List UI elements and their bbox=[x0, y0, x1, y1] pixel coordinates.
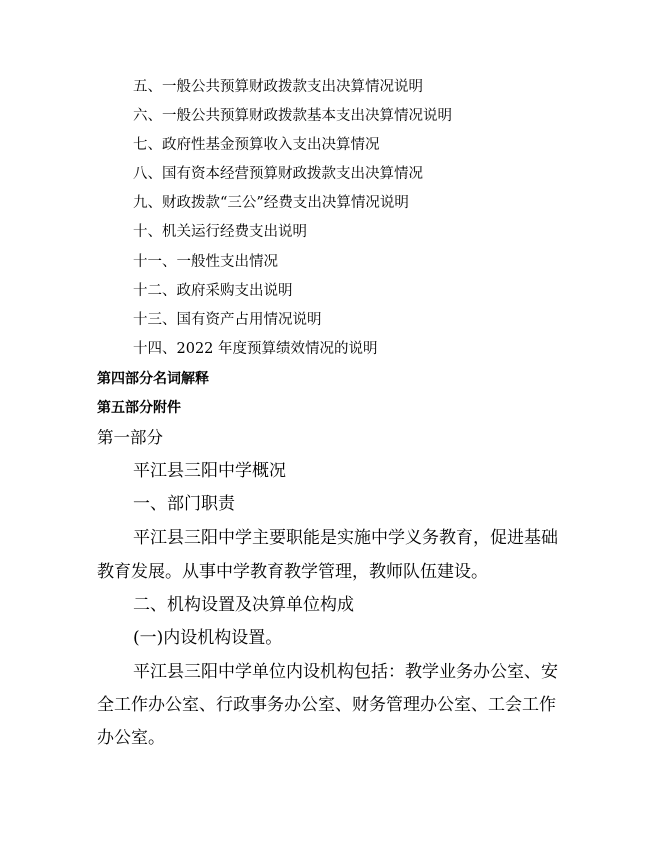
paragraph-line: 办公室。 bbox=[97, 728, 165, 748]
part-four-heading: 第四部分名词解释 bbox=[97, 371, 209, 387]
toc-item: 十四、2022 年度预算绩效情况的说明 bbox=[133, 341, 378, 357]
toc-item: 五、一般公共预算财政拨款支出决算情况说明 bbox=[133, 79, 423, 95]
toc-item: 十三、国有资产占用情况说明 bbox=[133, 312, 322, 328]
paragraph-line: 平江县三阳中学单位内设机构包括：教学业务办公室、安 bbox=[133, 662, 558, 682]
overview-title: 平江县三阳中学概况 bbox=[133, 461, 286, 481]
subsection-heading: (一)内设机构设置。 bbox=[133, 628, 283, 648]
toc-item: 十、机关运行经费支出说明 bbox=[133, 224, 307, 240]
toc-item: 十二、政府采购支出说明 bbox=[133, 283, 293, 299]
toc-item: 八、国有资本经营预算财政拨款支出决算情况 bbox=[133, 166, 423, 182]
toc-item: 九、财政拨款“三公”经费支出决算情况说明 bbox=[133, 195, 409, 211]
paragraph-line: 教育发展。从事中学教育教学管理，教师队伍建设。 bbox=[97, 562, 488, 582]
section-heading: 二、机构设置及决算单位构成 bbox=[133, 595, 354, 615]
paragraph-line: 平江县三阳中学主要职能是实施中学义务教育，促进基础 bbox=[133, 528, 558, 548]
toc-item: 十一、一般性支出情况 bbox=[133, 254, 278, 270]
part-five-heading: 第五部分附件 bbox=[97, 400, 181, 416]
section-heading: 一、部门职责 bbox=[133, 494, 235, 514]
toc-item: 七、政府性基金预算收入支出决算情况 bbox=[133, 137, 380, 153]
paragraph-line: 全工作办公室、行政事务办公室、财务管理办公室、工会工作 bbox=[97, 695, 556, 715]
part-one-heading: 第一部分 bbox=[97, 428, 163, 447]
toc-item: 六、一般公共预算财政拨款基本支出决算情况说明 bbox=[133, 108, 452, 124]
